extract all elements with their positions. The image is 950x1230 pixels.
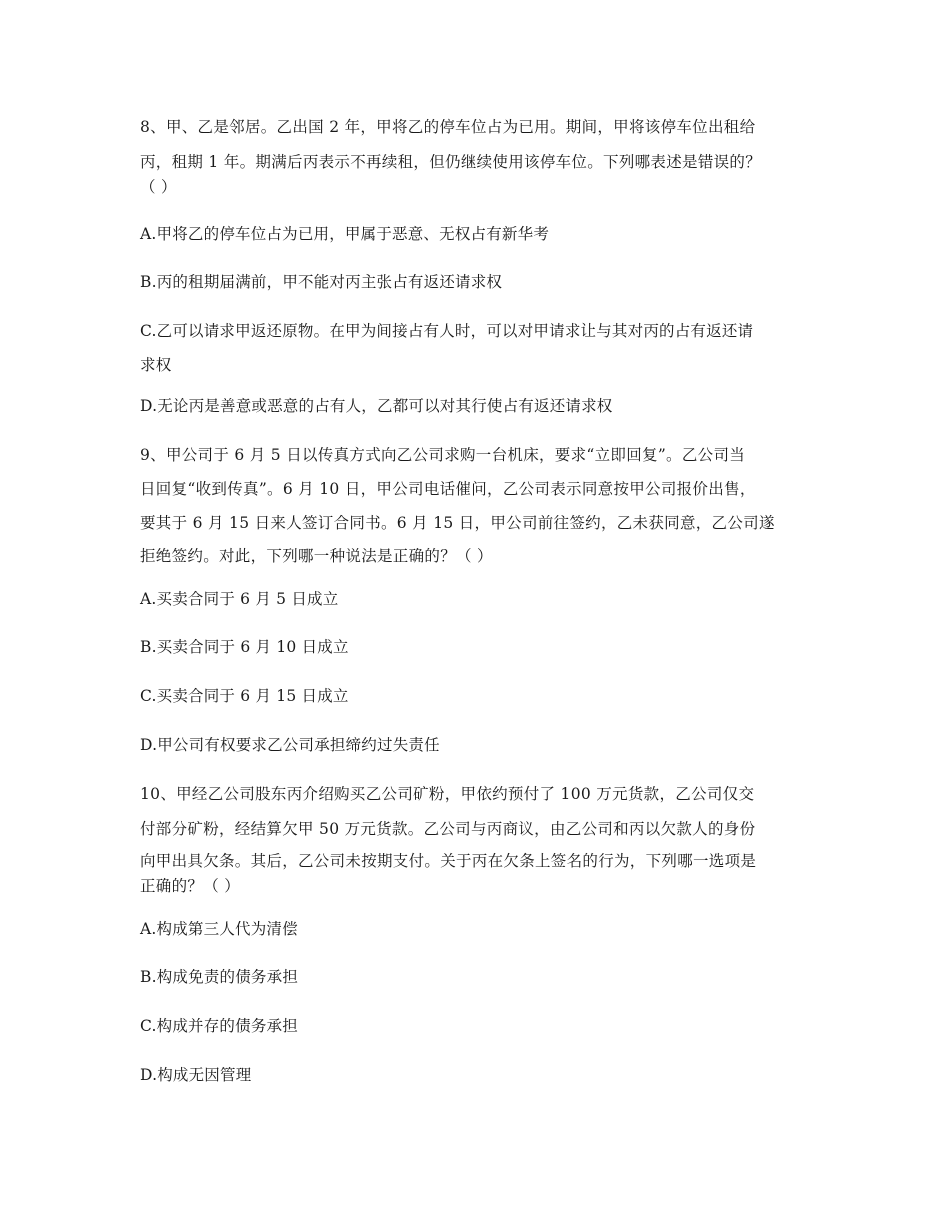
question-9-option-d: D.甲公司有权要求乙公司承担缔约过失责任 bbox=[140, 736, 440, 754]
question-8-answer-blank: （ ） bbox=[140, 178, 177, 196]
question-9-stem-line-2: 日回复“收到传真”。6 月 10 日，甲公司电话催问，乙公司表示同意按甲公司报价出售， bbox=[140, 480, 756, 498]
question-8-option-a: A.甲将乙的停车位占为已用，甲属于恶意、无权占有新华考 bbox=[140, 225, 550, 243]
question-9-stem-line-1: 9、甲公司于 6 月 5 日以传真方式向乙公司求购一台机床，要求“立即回复”。乙公司当 bbox=[140, 446, 746, 464]
question-10-stem-line-2: 付部分矿粉，经结算欠甲 50 万元货款。乙公司与丙商议，由乙公司和丙以欠款人的身份 bbox=[140, 820, 756, 838]
question-9-option-c: C.买卖合同于 6 月 15 日成立 bbox=[140, 687, 349, 705]
question-9-option-b: B.买卖合同于 6 月 10 日成立 bbox=[140, 638, 349, 656]
question-10-stem-line-4: 正确的？（ ） bbox=[140, 877, 241, 895]
question-8-option-c-line-1: C.乙可以请求甲返还原物。在甲为间接占有人时，可以对甲请求让与其对丙的占有返还请 bbox=[140, 322, 754, 340]
question-8-stem-line-2: 丙，租期 1 年。期满后丙表示不再续租，但仍继续使用该停车位。下列哪表述是错误的？ bbox=[140, 153, 762, 171]
question-10-stem-line-3: 向甲出具欠条。其后，乙公司未按期支付。关于丙在欠条上签名的行为，下列哪一选项是 bbox=[140, 852, 757, 870]
question-8-option-d: D.无论丙是善意或恶意的占有人，乙都可以对其行使占有返还请求权 bbox=[140, 397, 613, 415]
question-9-stem-line-3: 要其于 6 月 15 日来人签订合同书。6 月 15 日，甲公司前往签约，乙未获同意，乙公司遂 bbox=[140, 514, 775, 532]
question-10-option-c: C.构成并存的债务承担 bbox=[140, 1017, 298, 1035]
question-10-option-a: A.构成第三人代为清偿 bbox=[140, 920, 298, 938]
question-9-stem-line-4: 拒绝签约。对此，下列哪一种说法是正确的？（ ） bbox=[140, 547, 493, 565]
question-8-option-c-line-2: 求权 bbox=[140, 356, 172, 374]
question-10-option-b: B.构成免责的债务承担 bbox=[140, 968, 299, 986]
question-10-stem-line-1: 10、甲经乙公司股东丙介绍购买乙公司矿粉，甲依约预付了 100 万元货款，乙公司仅交 bbox=[140, 785, 755, 803]
question-8-option-b: B.丙的租期届满前，甲不能对丙主张占有返还请求权 bbox=[140, 273, 503, 291]
question-10-option-d: D.构成无因管理 bbox=[140, 1066, 252, 1084]
question-9-option-a: A.买卖合同于 6 月 5 日成立 bbox=[140, 590, 339, 608]
question-8-stem-line-1: 8、甲、乙是邻居。乙出国 2 年，甲将乙的停车位占为已用。期间，甲将该停车位出租给 bbox=[140, 118, 756, 136]
